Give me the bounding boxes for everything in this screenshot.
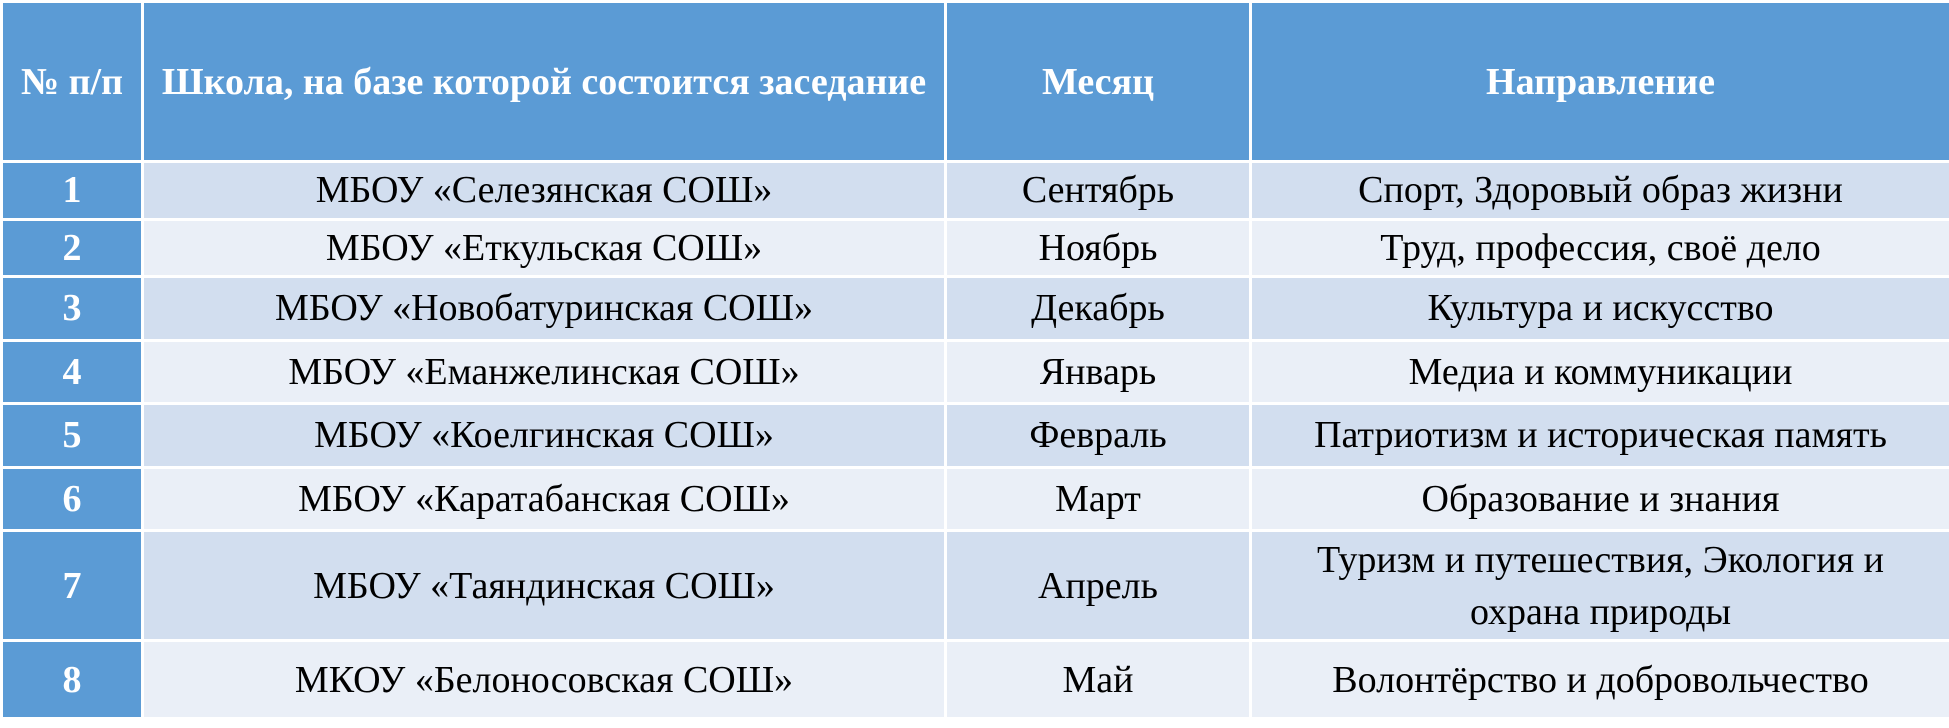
month-cell: Декабрь bbox=[947, 278, 1249, 339]
header-num: № п/п bbox=[3, 3, 141, 160]
direction-cell: Труд, профессия, своё дело bbox=[1252, 221, 1949, 276]
month-cell: Май bbox=[947, 642, 1249, 717]
direction-cell: Спорт, Здоровый образ жизни bbox=[1252, 163, 1949, 218]
school-cell: МКОУ «Белоносовская СОШ» bbox=[144, 642, 944, 717]
header-row bbox=[3, 3, 1949, 160]
school-cell: МБОУ «Селезянская СОШ» bbox=[144, 163, 944, 218]
row-number: 2 bbox=[3, 221, 141, 276]
row-number: 3 bbox=[3, 278, 141, 339]
direction-cell: Культура и искусство bbox=[1252, 278, 1949, 339]
direction-cell: Медиа и коммуникации bbox=[1252, 342, 1949, 403]
row-number: 8 bbox=[3, 642, 141, 717]
table-row bbox=[3, 642, 1949, 717]
table-row bbox=[3, 278, 1949, 339]
school-cell: МБОУ «Новобатуринская СОШ» bbox=[144, 278, 944, 339]
school-cell: МБОУ «Еманжелинская СОШ» bbox=[144, 342, 944, 403]
table-row bbox=[3, 405, 1949, 466]
school-cell: МБОУ «Еткульская СОШ» bbox=[144, 221, 944, 276]
school-cell: МБОУ «Таяндинская СОШ» bbox=[144, 532, 944, 639]
direction-cell: Патриотизм и историческая память bbox=[1252, 405, 1949, 466]
table-row bbox=[3, 342, 1949, 403]
header-school: Школа, на базе которой состоится заседание bbox=[144, 3, 944, 160]
row-number: 1 bbox=[3, 163, 141, 218]
month-cell: Январь bbox=[947, 342, 1249, 403]
month-cell: Сентябрь bbox=[947, 163, 1249, 218]
row-number: 5 bbox=[3, 405, 141, 466]
table-row bbox=[3, 163, 1949, 218]
row-number: 7 bbox=[3, 532, 141, 639]
table-row bbox=[3, 532, 1949, 639]
direction-cell: Образование и знания bbox=[1252, 469, 1949, 530]
direction-cell: Волонтёрство и добровольчество bbox=[1252, 642, 1949, 717]
month-cell: Ноябрь bbox=[947, 221, 1249, 276]
table-row bbox=[3, 469, 1949, 530]
direction-cell: Туризм и путешествия, Экология и охрана природы bbox=[1252, 532, 1949, 639]
table-row bbox=[3, 221, 1949, 276]
month-cell: Март bbox=[947, 469, 1249, 530]
school-cell: МБОУ «Коелгинская СОШ» bbox=[144, 405, 944, 466]
month-cell: Февраль bbox=[947, 405, 1249, 466]
month-cell: Апрель bbox=[947, 532, 1249, 639]
header-month: Месяц bbox=[947, 3, 1249, 160]
row-number: 4 bbox=[3, 342, 141, 403]
school-cell: МБОУ «Каратабанская СОШ» bbox=[144, 469, 944, 530]
header-direction: Направление bbox=[1252, 3, 1949, 160]
row-number: 6 bbox=[3, 469, 141, 530]
